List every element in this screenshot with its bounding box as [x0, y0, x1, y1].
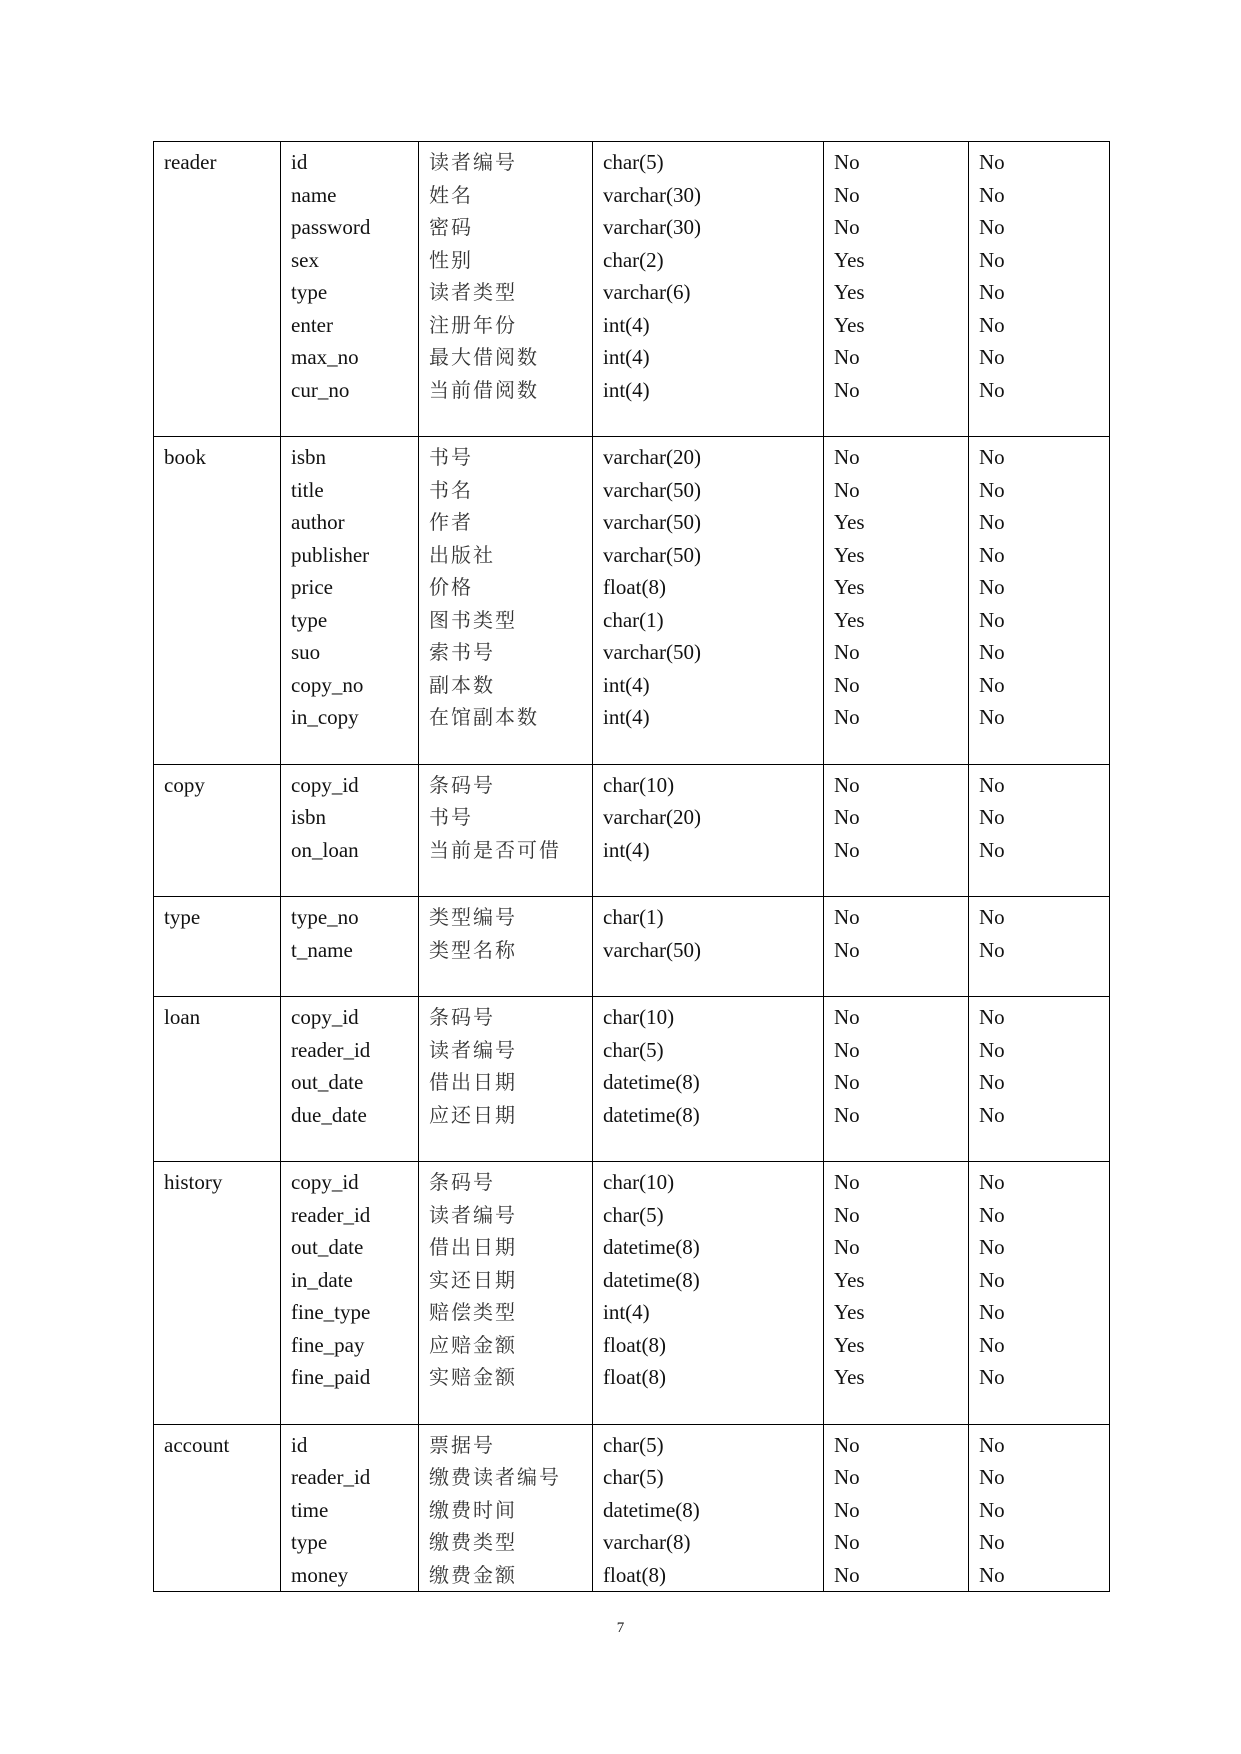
field-nullable-cell [824, 142, 969, 437]
field-datatype: int(4) [603, 1300, 650, 1324]
table-name-cell [154, 764, 281, 897]
field-key: No [979, 640, 1005, 664]
field-datatype: char(10) [603, 772, 675, 797]
field-description: 索书号 [429, 640, 495, 664]
field-name: type_no [291, 905, 359, 929]
field-name: publisher [291, 542, 370, 567]
field-datatype: char(5) [603, 150, 664, 174]
field-description: 应赔金额 [429, 1332, 517, 1357]
field-nullable-cell [824, 1424, 969, 1592]
field-key: No [979, 805, 1005, 829]
field-description: 书名 [429, 477, 473, 502]
field-nullable: No [834, 445, 860, 469]
field-datatype: varchar(20) [603, 805, 701, 829]
field-description-cell [419, 997, 593, 1162]
field-key: No [979, 1037, 1005, 1062]
field-nullable-cell [824, 897, 969, 997]
field-key: No [979, 1170, 1005, 1194]
field-datatype: datetime(8) [603, 1070, 700, 1094]
table-group-type [154, 897, 1110, 997]
field-nullable: No [834, 1530, 860, 1554]
field-nullable: Yes [834, 510, 865, 534]
field-description: 缴费类型 [429, 1530, 517, 1554]
field-description: 赔偿类型 [429, 1300, 517, 1324]
field-description: 读者编号 [429, 150, 517, 174]
field-name: isbn [291, 805, 327, 829]
field-description: 最大借阅数 [429, 345, 539, 369]
field-nullable: Yes [834, 247, 865, 272]
field-name: price [291, 575, 333, 599]
field-key: No [979, 377, 1005, 402]
field-description: 图书类型 [429, 607, 517, 632]
field-description: 读者类型 [429, 280, 517, 304]
field-name: reader_id [291, 1202, 371, 1227]
field-nullable: Yes [834, 542, 865, 567]
field-datatype: varchar(50) [603, 510, 701, 534]
table-name: reader [164, 150, 217, 174]
field-datatype: varchar(50) [603, 542, 701, 567]
field-name: suo [291, 640, 321, 664]
field-key: No [979, 542, 1005, 567]
field-description: 当前是否可借 [429, 837, 561, 862]
field-datatype: varchar(20) [603, 445, 701, 469]
table-group-account [154, 1424, 1110, 1592]
table-group-book [154, 437, 1110, 765]
field-description: 在馆副本数 [429, 705, 539, 729]
field-datatype: varchar(30) [603, 215, 701, 239]
table-name-cell [154, 1424, 281, 1592]
field-nullable: No [834, 772, 860, 797]
field-name: type [291, 607, 328, 632]
field-name: type [291, 280, 328, 304]
field-key: No [979, 1432, 1005, 1457]
field-nullable: No [834, 1562, 860, 1587]
field-nullable: No [834, 377, 860, 402]
field-nullable: Yes [834, 607, 865, 632]
field-key: No [979, 215, 1005, 239]
field-description: 实赔金额 [429, 1365, 517, 1389]
field-datatype-cell [593, 764, 824, 897]
field-datatype: varchar(30) [603, 182, 701, 207]
field-key: No [979, 1267, 1005, 1292]
table-name: history [164, 1170, 223, 1194]
field-name: fine_paid [291, 1365, 371, 1389]
field-name: type [291, 1530, 328, 1554]
field-name-cell [281, 897, 419, 997]
field-description: 借出日期 [429, 1070, 517, 1094]
table-name: copy [164, 772, 205, 797]
field-key-cell [969, 1162, 1110, 1425]
field-description: 条码号 [429, 772, 495, 797]
field-description-cell [419, 437, 593, 765]
table-name: loan [164, 1005, 201, 1029]
field-datatype: int(4) [603, 672, 650, 697]
field-nullable: No [834, 150, 860, 174]
field-datatype: float(8) [603, 1365, 666, 1389]
field-name: t_name [291, 937, 353, 962]
field-name: money [291, 1562, 349, 1587]
field-datatype-cell [593, 142, 824, 437]
field-datatype-cell [593, 437, 824, 765]
field-description-cell [419, 1162, 593, 1425]
field-key: No [979, 905, 1005, 929]
table-group-loan [154, 997, 1110, 1162]
field-description: 书号 [429, 805, 473, 829]
field-name: password [291, 215, 371, 239]
field-description: 票据号 [429, 1432, 495, 1457]
field-name: in_date [291, 1267, 353, 1292]
field-key: No [979, 772, 1005, 797]
field-name: sex [291, 247, 319, 272]
field-key: No [979, 1465, 1005, 1489]
field-description: 读者编号 [429, 1037, 517, 1062]
field-name: copy_id [291, 1170, 359, 1194]
field-nullable: No [834, 182, 860, 207]
field-datatype: char(5) [603, 1465, 664, 1489]
field-nullable: No [834, 215, 860, 239]
field-key-cell [969, 764, 1110, 897]
field-nullable: No [834, 1102, 860, 1127]
field-nullable: No [834, 640, 860, 664]
field-datatype-cell [593, 997, 824, 1162]
field-name: id [291, 150, 308, 174]
field-name: copy_id [291, 772, 359, 797]
field-description: 读者编号 [429, 1202, 517, 1227]
table-name-cell [154, 897, 281, 997]
field-key: No [979, 1530, 1005, 1554]
field-datatype: char(1) [603, 607, 664, 632]
field-key-cell [969, 997, 1110, 1162]
field-description-cell [419, 764, 593, 897]
field-name: on_loan [291, 837, 359, 862]
field-key: No [979, 1202, 1005, 1227]
field-nullable: No [834, 1235, 860, 1259]
field-datatype: datetime(8) [603, 1235, 700, 1259]
field-nullable: No [834, 837, 860, 862]
field-nullable: No [834, 805, 860, 829]
table-name-cell [154, 437, 281, 765]
field-name: max_no [291, 345, 359, 369]
field-datatype: datetime(8) [603, 1267, 700, 1292]
field-datatype: int(4) [603, 837, 650, 862]
field-nullable: No [834, 1202, 860, 1227]
field-datatype: varchar(6) [603, 280, 691, 304]
field-name: author [291, 510, 345, 534]
field-nullable: No [834, 1497, 860, 1522]
field-description: 注册年份 [429, 312, 517, 337]
field-key: No [979, 280, 1005, 304]
field-datatype: datetime(8) [603, 1497, 700, 1522]
field-key: No [979, 312, 1005, 337]
field-name: title [291, 477, 324, 502]
field-description: 条码号 [429, 1005, 495, 1029]
page-number: 7 [616, 1620, 625, 1636]
field-datatype: float(8) [603, 575, 666, 599]
table-name-cell [154, 1162, 281, 1425]
field-key: No [979, 445, 1005, 469]
field-description: 书号 [429, 445, 473, 469]
field-description: 应还日期 [429, 1102, 517, 1127]
field-name: fine_type [291, 1300, 371, 1324]
table-group-history [154, 1162, 1110, 1425]
schema-table [153, 141, 1110, 1592]
field-datatype: float(8) [603, 1332, 666, 1357]
field-datatype: char(5) [603, 1202, 664, 1227]
field-key: No [979, 1235, 1005, 1259]
field-nullable: No [834, 937, 860, 962]
table-name: book [164, 445, 206, 469]
field-description: 缴费金额 [429, 1562, 517, 1587]
field-description: 实还日期 [429, 1267, 517, 1292]
field-description: 副本数 [429, 672, 495, 697]
field-name: time [291, 1497, 329, 1522]
field-nullable: Yes [834, 312, 865, 337]
field-nullable: No [834, 1432, 860, 1457]
field-key: No [979, 607, 1005, 632]
field-nullable-cell [824, 437, 969, 765]
field-name: out_date [291, 1070, 364, 1094]
field-description: 条码号 [429, 1170, 495, 1194]
field-key: No [979, 705, 1005, 729]
field-nullable: No [834, 1465, 860, 1489]
field-nullable: No [834, 705, 860, 729]
field-datatype: int(4) [603, 345, 650, 369]
field-nullable: No [834, 1005, 860, 1029]
field-datatype: varchar(50) [603, 937, 701, 962]
field-key: No [979, 1300, 1005, 1324]
field-description: 当前借阅数 [429, 377, 539, 402]
field-nullable: No [834, 1037, 860, 1062]
field-key: No [979, 247, 1005, 272]
field-name: cur_no [291, 377, 350, 402]
field-key: No [979, 1562, 1005, 1587]
field-name: isbn [291, 445, 327, 469]
field-datatype-cell [593, 1424, 824, 1592]
field-name: out_date [291, 1235, 364, 1259]
field-description: 出版社 [429, 542, 495, 567]
field-key: No [979, 345, 1005, 369]
field-nullable: Yes [834, 1300, 865, 1324]
table-name-cell [154, 997, 281, 1162]
field-nullable: No [834, 672, 860, 697]
table-name: type [164, 905, 201, 929]
field-description: 价格 [429, 575, 473, 599]
table-group-copy [154, 764, 1110, 897]
field-description-cell [419, 1424, 593, 1592]
field-name: copy_no [291, 672, 364, 697]
field-nullable: No [834, 905, 860, 929]
field-nullable: No [834, 1070, 860, 1094]
field-name: due_date [291, 1102, 367, 1127]
field-description: 作者 [429, 510, 473, 534]
field-key-cell [969, 437, 1110, 765]
field-description: 类型名称 [429, 937, 517, 962]
field-datatype: char(5) [603, 1432, 664, 1457]
field-nullable: Yes [834, 1267, 865, 1292]
field-datatype: datetime(8) [603, 1102, 700, 1127]
table-name-cell [154, 142, 281, 437]
field-name-cell [281, 1162, 419, 1425]
field-key: No [979, 150, 1005, 174]
field-key: No [979, 477, 1005, 502]
field-datatype: char(5) [603, 1037, 664, 1062]
field-description: 缴费读者编号 [429, 1465, 561, 1489]
field-description: 缴费时间 [429, 1497, 517, 1522]
field-description: 密码 [429, 215, 473, 239]
field-key-cell [969, 897, 1110, 997]
field-description-cell [419, 897, 593, 997]
field-key: No [979, 1070, 1005, 1094]
field-name-cell [281, 437, 419, 765]
field-key: No [979, 575, 1005, 599]
field-nullable-cell [824, 764, 969, 897]
field-description: 姓名 [429, 182, 473, 207]
field-name: enter [291, 312, 333, 337]
field-datatype: int(4) [603, 705, 650, 729]
field-datatype: float(8) [603, 1562, 666, 1587]
field-nullable: Yes [834, 575, 865, 599]
field-key: No [979, 182, 1005, 207]
field-datatype: int(4) [603, 377, 650, 402]
field-description-cell [419, 142, 593, 437]
field-nullable: Yes [834, 280, 865, 304]
field-datatype: char(10) [603, 1005, 675, 1029]
field-description: 性别 [429, 247, 473, 272]
field-nullable: No [834, 1170, 860, 1194]
field-key: No [979, 672, 1005, 697]
field-key-cell [969, 1424, 1110, 1592]
field-key: No [979, 510, 1005, 534]
field-name: id [291, 1432, 308, 1457]
table-group-reader [154, 142, 1110, 437]
field-key: No [979, 837, 1005, 862]
field-nullable: Yes [834, 1332, 865, 1357]
field-nullable: No [834, 345, 860, 369]
field-datatype: char(1) [603, 905, 664, 929]
field-datatype-cell [593, 1162, 824, 1425]
field-key: No [979, 937, 1005, 962]
field-description: 类型编号 [429, 905, 517, 929]
field-name: name [291, 182, 337, 207]
field-datatype: varchar(8) [603, 1530, 691, 1554]
field-nullable-cell [824, 997, 969, 1162]
field-name: in_copy [291, 705, 359, 729]
field-name: fine_pay [291, 1332, 365, 1357]
field-datatype-cell [593, 897, 824, 997]
field-datatype: char(2) [603, 247, 664, 272]
field-datatype: char(10) [603, 1170, 675, 1194]
field-nullable-cell [824, 1162, 969, 1425]
field-name-cell [281, 997, 419, 1162]
field-datatype: varchar(50) [603, 477, 701, 502]
field-key-cell [969, 142, 1110, 437]
field-name: reader_id [291, 1465, 371, 1489]
field-nullable: Yes [834, 1365, 865, 1389]
field-key: No [979, 1005, 1005, 1029]
field-nullable: No [834, 477, 860, 502]
field-name: reader_id [291, 1037, 371, 1062]
field-name: copy_id [291, 1005, 359, 1029]
field-name-cell [281, 142, 419, 437]
field-name-cell [281, 1424, 419, 1592]
field-key: No [979, 1102, 1005, 1127]
field-description: 借出日期 [429, 1235, 517, 1259]
field-datatype: varchar(50) [603, 640, 701, 664]
field-key: No [979, 1365, 1005, 1389]
field-key: No [979, 1497, 1005, 1522]
field-key: No [979, 1332, 1005, 1357]
field-name-cell [281, 764, 419, 897]
table-name: account [164, 1432, 230, 1457]
field-datatype: int(4) [603, 312, 650, 337]
